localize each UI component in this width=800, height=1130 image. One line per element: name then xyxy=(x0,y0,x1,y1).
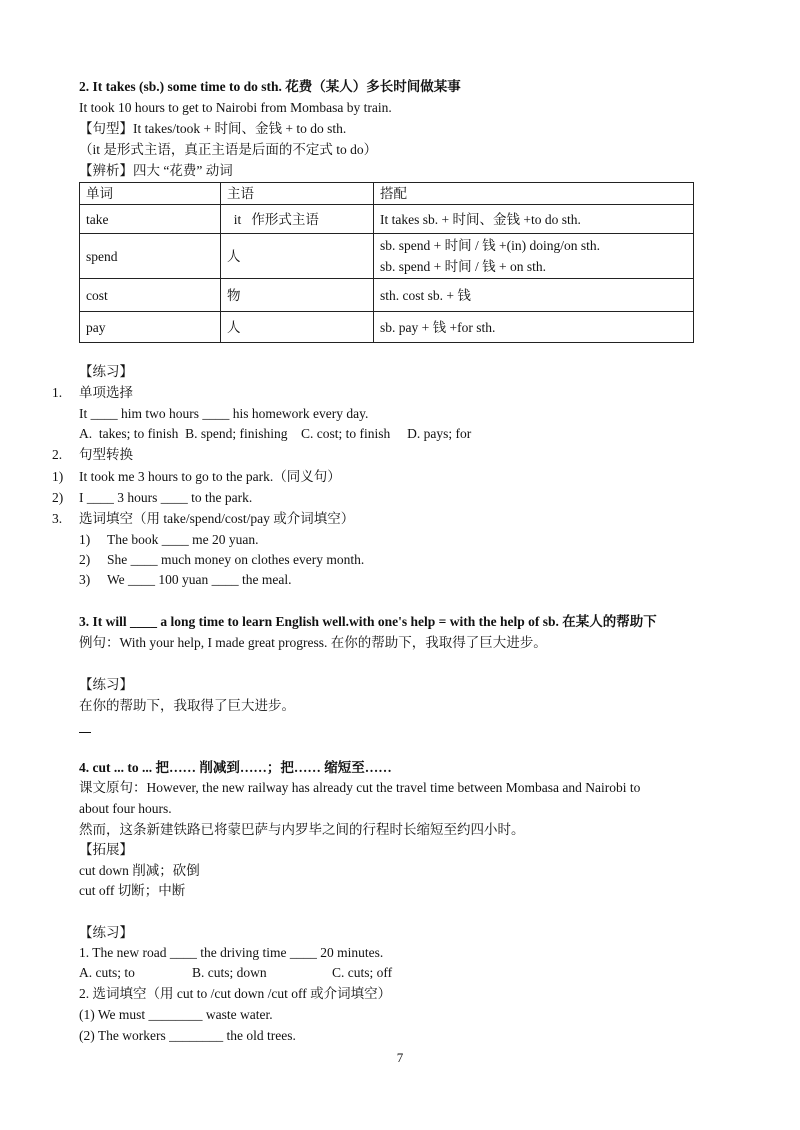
practice-item: (2) The workers ________ the old trees. xyxy=(79,1028,296,1043)
practice-label: 【练习】 xyxy=(79,677,133,692)
question-number: 2. xyxy=(52,447,63,462)
table-header-row xyxy=(80,183,694,205)
practice-label: 【练习】 xyxy=(79,925,133,940)
usage-line: sb. spend + 时间 / 钱 + on sth. xyxy=(380,259,546,274)
question-item: I ____ 3 hours ____ to the park. xyxy=(79,490,253,505)
table-row xyxy=(80,234,694,279)
practice-item: (1) We must ________ waste water. xyxy=(79,1007,273,1022)
section3-heading xyxy=(79,612,657,632)
item-number: 1) xyxy=(52,469,64,484)
extension-label: 【拓展】 xyxy=(79,842,133,857)
table-header-cell: 单词 xyxy=(80,183,221,205)
question-options: A. takes; to finish B. spend; finishing C. cost; to finish D. pays; for xyxy=(79,426,472,441)
table-header-cell: 搭配 xyxy=(374,183,694,205)
practice-label: 【练习】 xyxy=(79,364,133,379)
section4-translation: 然而，这条新建铁路已将蒙巴萨与内罗毕之间的行程时长缩短至约四小时。 xyxy=(79,822,525,837)
section3-heading-plain: 3. It will ____ a long time to learn English well. xyxy=(79,614,349,629)
table-cell-word: cost xyxy=(80,279,221,312)
section2-compare: 【辨析】四大 “花费” 动词 xyxy=(79,163,233,178)
practice-question: 1. The new road ____ the driving time ____ 20 minutes. xyxy=(79,945,384,960)
table-row xyxy=(80,279,694,312)
table-cell-usage: It takes sb. + 时间、金钱 +to do sth. xyxy=(374,205,694,234)
section3-heading-bold: with one's help = with the help of sb. 在某人的帮助下 xyxy=(349,614,657,629)
table-cell-word: take xyxy=(80,205,221,234)
question-item: The book ____ me 20 yuan. xyxy=(107,532,259,547)
table-cell-subject: it 作形式主语 xyxy=(221,205,374,234)
table-header-cell: 主语 xyxy=(221,183,374,205)
practice-text: 在你的帮助下，我取得了巨大进步。 xyxy=(79,698,295,713)
table-row xyxy=(80,205,694,234)
table-cell-subject: 人 xyxy=(221,234,374,279)
item-number: 2) xyxy=(52,490,64,505)
practice-question: 2. 选词填空（用 cut to /cut down /cut off 或介词填空） xyxy=(79,986,392,1001)
option-b: B. cuts; down xyxy=(192,965,267,980)
verb-comparison-table xyxy=(79,182,694,343)
question-item: She ____ much money on clothes every month. xyxy=(107,552,365,567)
table-cell-usage: sb. pay + 钱 +for sth. xyxy=(374,312,694,343)
section4-original: 课文原句：However, the new railway has already cut the travel time between Mombasa and Nairobi to xyxy=(79,780,641,795)
option-c: C. cuts; off xyxy=(332,965,393,980)
question-title: 选词填空（用 take/spend/cost/pay 或介词填空） xyxy=(79,511,355,526)
section4-heading: 4. cut ... to ... 把…… 削减到……；把…… 缩短至…… xyxy=(79,760,392,775)
usage-line: sb. spend + 时间 / 钱 +(in) doing/on sth. xyxy=(380,238,600,253)
table-cell-word: pay xyxy=(80,312,221,343)
table-cell-usage xyxy=(374,234,694,279)
option-a: A. cuts; to xyxy=(79,965,135,980)
item-number: 3) xyxy=(79,572,91,587)
extension-item: cut off 切断；中断 xyxy=(79,883,186,898)
question-stem: It ____ him two hours ____ his homework every day. xyxy=(79,406,369,421)
section4-original-cont: about four hours. xyxy=(79,801,172,816)
table-cell-word: spend xyxy=(80,234,221,279)
section3-example: 例句：With your help, I made great progress. 在你的帮助下，我取得了巨大进步。 xyxy=(79,635,547,650)
section2-heading: 2. It takes (sb.) some time to do sth. 花费（某人）多长时间做某事 xyxy=(79,79,461,94)
section2-pattern: 【句型】It takes/took + 时间、金钱 + to do sth. xyxy=(79,121,347,136)
section2-example: It took 10 hours to get to Nairobi from Mombasa by train. xyxy=(79,100,392,115)
section2-note: （it 是形式主语，真正主语是后面的不定式 to do） xyxy=(79,142,378,157)
extension-item: cut down 削减；砍倒 xyxy=(79,863,200,878)
item-number: 2) xyxy=(79,552,91,567)
page-number: 7 xyxy=(396,1050,404,1065)
question-item: We ____ 100 yuan ____ the meal. xyxy=(107,572,292,587)
table-row xyxy=(80,312,694,343)
table-cell-subject: 人 xyxy=(221,312,374,343)
answer-dash xyxy=(79,732,91,733)
question-number: 1. xyxy=(52,385,63,400)
table-cell-usage: sth. cost sb. + 钱 xyxy=(374,279,694,312)
question-number: 3. xyxy=(52,511,63,526)
question-title: 句型转换 xyxy=(79,447,133,462)
item-number: 1) xyxy=(79,532,91,547)
table-cell-subject: 物 xyxy=(221,279,374,312)
question-title: 单项选择 xyxy=(79,385,133,400)
question-item: It took me 3 hours to go to the park.（同义句） xyxy=(79,469,341,484)
